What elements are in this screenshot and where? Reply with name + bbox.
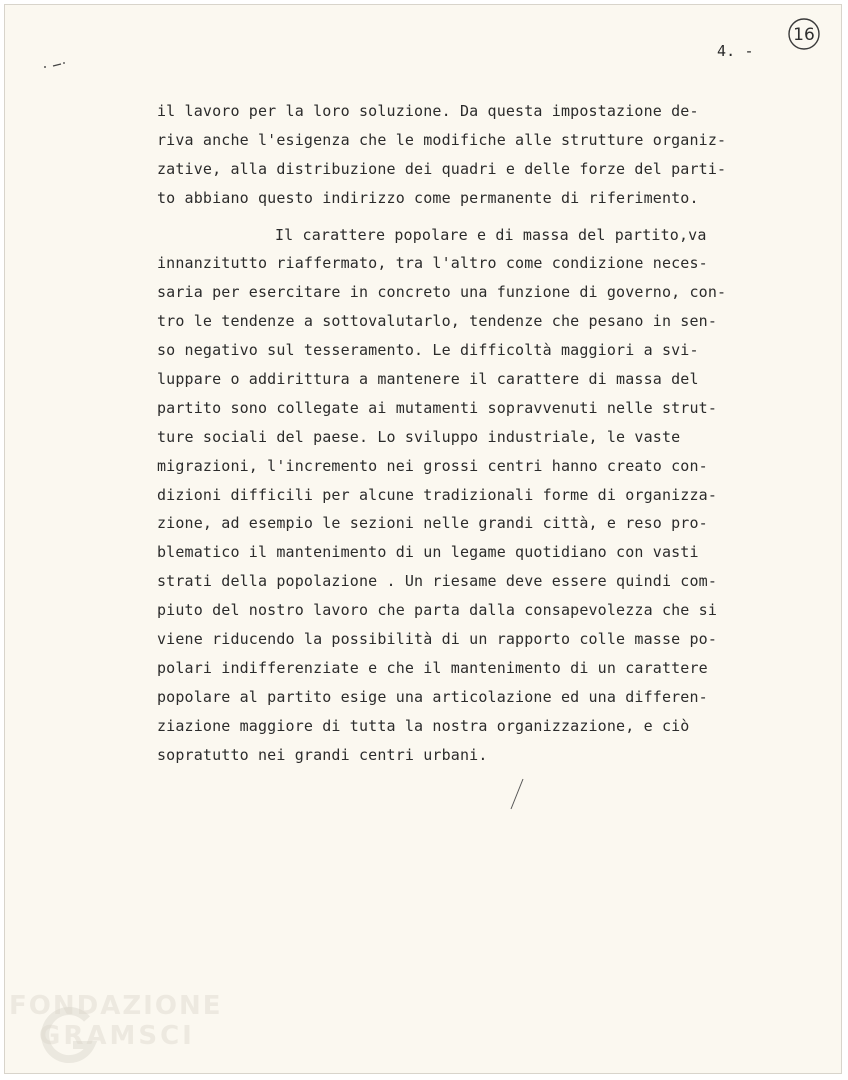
paragraph-break [157,213,777,221]
text-line: migrazioni, l'incremento nei grossi centri hanno creato con- [157,456,708,475]
text-line: viene riducendo la possibilità di un rapporto colle masse po- [157,630,718,649]
text-line: sopratutto nei grandi centri urbani. [157,745,488,764]
body-text [157,97,777,769]
text-line: Il carattere popolare e di massa del partito,va [275,225,707,244]
watermark-line-1: FONDAZIONE [9,991,223,1021]
text-line: dizioni difficili per alcune tradizionali forme di organizza- [157,485,718,504]
text-line: riva anche l'esigenza che le modifiche alle strutture organiz- [157,130,727,149]
text-line: piuto del nostro lavoro che parta dalla consapevolezza che si [157,601,718,620]
text-line: to abbiano questo indirizzo come permanente di riferimento. [157,188,699,207]
text-line: zative, alla distribuzione dei quadri e delle forze del parti- [157,159,727,178]
watermark [5,985,225,1075]
text-line: partito sono collegate ai mutamenti sopravvenuti nelle strut- [157,398,718,417]
text-line: saria per esercitare in concreto una funzione di governo, con- [157,283,727,302]
page-number: 4. - [717,42,754,60]
text-line: innanzitutto riaffermato, tra l'altro come condizione neces- [157,254,708,273]
text-line: zione, ad esempio le sezioni nelle grandi città, e reso pro- [157,514,708,533]
text-line: so negativo sul tesseramento. Le difficoltà maggiori a svi- [157,341,699,360]
text-line: strati della popolazione . Un riesame deve essere quindi com- [157,572,718,591]
text-line: popolare al partito esige una articolazione ed una differen- [157,687,708,706]
archive-number: 16 [793,25,815,45]
text-line: ture sociali del paese. Lo sviluppo industriale, le vaste [157,427,681,446]
watermark-line-2: GRAMSCI [39,1021,195,1051]
text-line: ziazione maggiore di tutta la nostra organizzazione, e ciò [157,716,690,735]
text-line: tro le tendenze a sottovalutarlo, tendenze che pesano in sen- [157,312,718,331]
ink-speck [39,57,75,71]
archive-number-stamp [787,17,821,51]
pen-mark [505,777,529,813]
text-line: blematico il mantenimento di un legame quotidiano con vasti [157,543,699,562]
document-page [4,4,842,1074]
text-line: polari indifferenziate e che il mantenimento di un carattere [157,658,708,677]
text-line: il lavoro per la loro soluzione. Da questa impostazione de- [157,102,699,120]
text-line: luppare o addirittura a mantenere il carattere di massa del [157,370,699,389]
